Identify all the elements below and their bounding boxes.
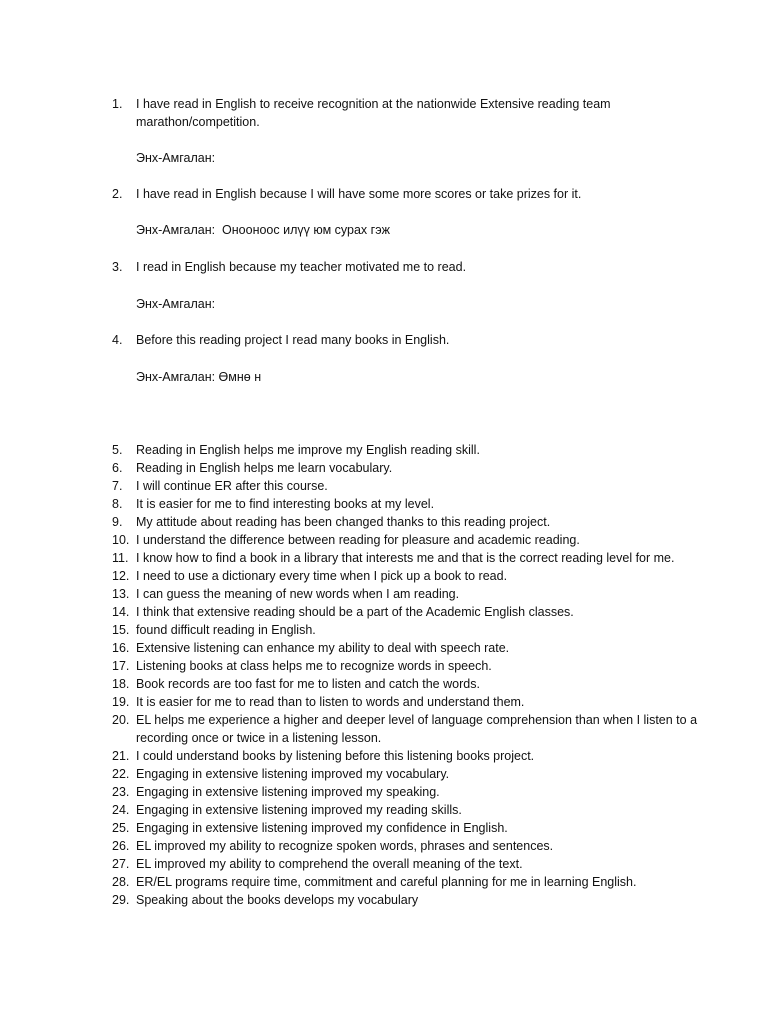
item-text: Extensive listening can enhance my ability to deal with speech rate.	[136, 641, 510, 655]
item-text: Reading in English helps me learn vocabulary.	[136, 461, 393, 475]
item-number: 25.	[112, 821, 130, 835]
question-text: I have read in English because I will have some more scores or take prizes for it.	[136, 187, 582, 201]
list-item	[112, 819, 712, 837]
statement-list	[112, 441, 712, 909]
answer-text: Энх-Амгалан:	[136, 151, 216, 165]
item-number: 13.	[112, 587, 130, 601]
answer-text: Энх-Амгалан: Өмнө н	[136, 370, 262, 384]
list-item	[112, 711, 712, 747]
list-item	[112, 639, 712, 657]
list-item	[112, 657, 712, 675]
item-number: 11.	[112, 551, 129, 565]
answer-text: Энх-Амгалан: Онооноос илүү юм сурах гэж	[136, 223, 390, 237]
item-text: I know how to find a book in a library that interests me and that is the correct reading level for me.	[136, 551, 675, 565]
list-item	[112, 459, 712, 477]
item-text: It is easier for me to read than to listen to words and understand them.	[136, 695, 525, 709]
item-text: ER/EL programs require time, commitment and careful planning for me in learning English.	[136, 875, 637, 889]
item-text: Engaging in extensive listening improved my speaking.	[136, 785, 440, 799]
question-text: I read in English because my teacher motivated me to read.	[136, 260, 467, 274]
item-text: found difficult reading in English.	[136, 623, 316, 637]
item-number: 23.	[112, 785, 130, 799]
question-text: I have read in English to receive recognition at the nationwide Extensive reading team marathon/competition.	[136, 97, 611, 129]
item-number: 16.	[112, 641, 130, 655]
item-text: I can guess the meaning of new words when I am reading.	[136, 587, 460, 601]
item-text: EL improved my ability to comprehend the overall meaning of the text.	[136, 857, 523, 871]
list-item	[112, 693, 712, 711]
item-number: 6.	[112, 461, 123, 475]
question-text: Before this reading project I read many books in English.	[136, 333, 450, 347]
list-item	[112, 675, 712, 693]
item-text: Engaging in extensive listening improved my reading skills.	[136, 803, 462, 817]
item-text: It is easier for me to find interesting books at my level.	[136, 497, 435, 511]
question-number: 4.	[112, 333, 123, 347]
list-item	[112, 837, 712, 855]
list-item	[112, 855, 712, 873]
item-text: Reading in English helps me improve my English reading skill.	[136, 443, 480, 457]
item-text: Listening books at class helps me to recognize words in speech.	[136, 659, 492, 673]
question-number: 2.	[112, 187, 123, 201]
item-text: EL helps me experience a higher and deeper level of language comprehension than when I listen to a recording once or twice in a listening lesson.	[136, 713, 698, 745]
item-number: 17.	[112, 659, 130, 673]
item-number: 29.	[112, 893, 130, 907]
list-item	[112, 495, 712, 513]
item-text: I need to use a dictionary every time when I pick up a book to read.	[136, 569, 508, 583]
list-item	[112, 477, 712, 495]
list-item	[112, 747, 712, 765]
item-number: 26.	[112, 839, 130, 853]
item-text: I understand the difference between reading for pleasure and academic reading.	[136, 533, 580, 547]
item-number: 28.	[112, 875, 130, 889]
item-text: Book records are too fast for me to listen and catch the words.	[136, 677, 480, 691]
list-item	[112, 873, 712, 891]
list-item	[112, 621, 712, 639]
list-item	[112, 783, 712, 801]
item-text: I could understand books by listening before this listening books project.	[136, 749, 535, 763]
list-item	[112, 549, 712, 567]
list-item	[112, 513, 712, 531]
item-number: 22.	[112, 767, 130, 781]
item-text: Engaging in extensive listening improved my vocabulary.	[136, 767, 450, 781]
item-text: I think that extensive reading should be a part of the Academic English classes.	[136, 605, 574, 619]
item-number: 20.	[112, 713, 130, 727]
list-item	[112, 585, 712, 603]
item-number: 14.	[112, 605, 130, 619]
list-item	[112, 891, 712, 909]
list-item	[112, 603, 712, 621]
item-number: 7.	[112, 479, 123, 493]
item-number: 5.	[112, 443, 123, 457]
item-number: 19.	[112, 695, 130, 709]
list-item	[112, 531, 712, 549]
list-item	[112, 801, 712, 819]
item-text: I will continue ER after this course.	[136, 479, 328, 493]
item-number: 21.	[112, 749, 130, 763]
list-item	[112, 567, 712, 585]
item-text: Speaking about the books develops my vocabulary	[136, 893, 419, 907]
item-text: My attitude about reading has been changed thanks to this reading project.	[136, 515, 551, 529]
item-number: 24.	[112, 803, 130, 817]
answer-text: Энх-Амгалан:	[136, 297, 216, 311]
item-number: 10.	[112, 533, 130, 547]
item-text: Engaging in extensive listening improved my confidence in English.	[136, 821, 508, 835]
item-number: 27.	[112, 857, 130, 871]
list-item	[112, 765, 712, 783]
item-number: 15.	[112, 623, 130, 637]
item-number: 8.	[112, 497, 123, 511]
item-number: 9.	[112, 515, 123, 529]
question-number: 1.	[112, 97, 123, 111]
item-text: EL improved my ability to recognize spoken words, phrases and sentences.	[136, 839, 554, 853]
question-number: 3.	[112, 260, 123, 274]
item-number: 12.	[112, 569, 130, 583]
item-number: 18.	[112, 677, 130, 691]
list-item	[112, 441, 712, 459]
